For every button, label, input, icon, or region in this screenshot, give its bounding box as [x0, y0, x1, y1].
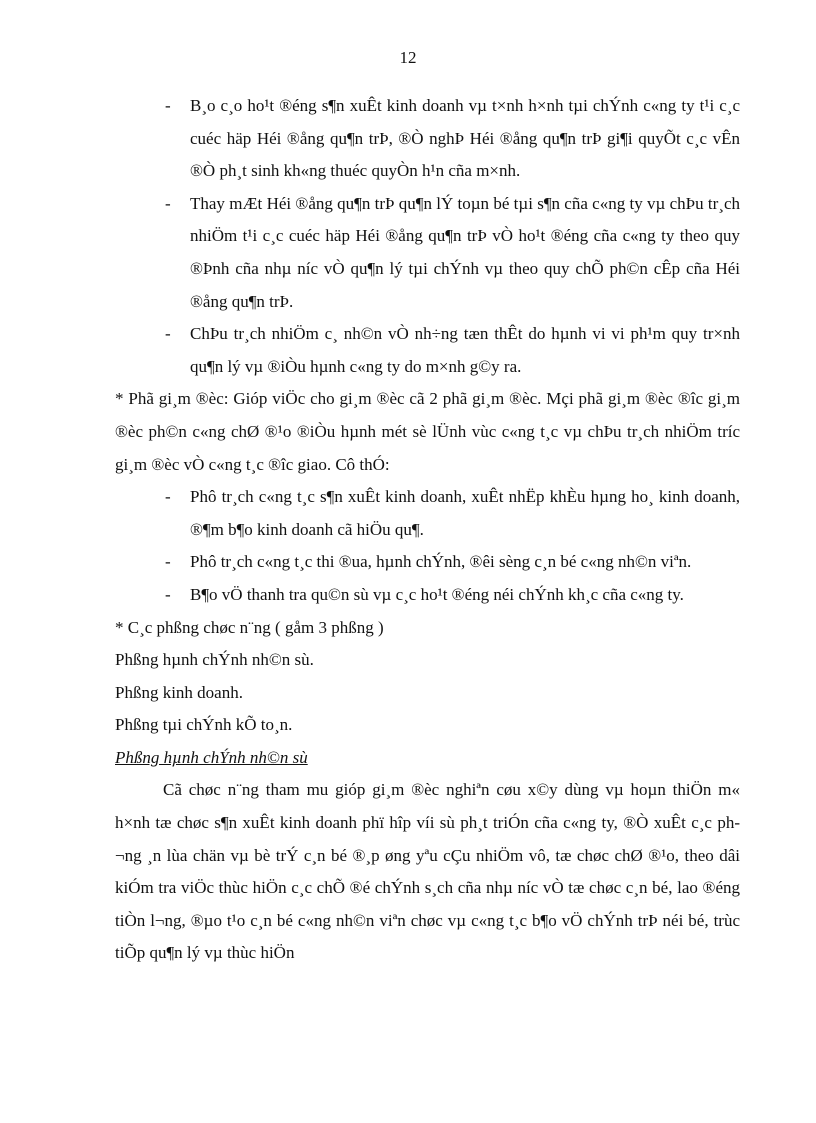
dash-bullet-icon: -: [165, 96, 171, 115]
director-duties-list: [115, 90, 740, 383]
department-line-sales: Phßng kinh doanh.: [115, 682, 243, 702]
list-item: [115, 318, 740, 383]
list-item: [115, 90, 740, 188]
list-item-text: B¶o vÖ thanh tra qu©n sù vµ c¸c ho¹t ®éng néi chÝnh kh¸c cña c«ng ty.: [190, 584, 684, 604]
list-item: [115, 546, 740, 579]
functional-departments-heading: * C¸c phßng chøc n¨ng ( gåm 3 phßng ): [115, 617, 384, 637]
list-item-text: ChÞu tr¸ch nhiÖm c¸ nh©n vÒ nh÷ng tæn thÊt do hµnh vi vi ph¹m quy tr×nh qu¶n lý vµ ®iÒu hµnh c«ng ty do m×nh g©y ra.: [190, 324, 740, 376]
list-item: [115, 579, 740, 612]
list-item-text: Thay mÆt Héi ®ång qu¶n trÞ qu¶n lÝ toµn bé tµi s¶n cña c«ng ty vµ chÞu tr¸ch nhiÖm t¹i c¸c cuéc häp Héi ®ång qu¶n trÞ vÒ ho¹t ®éng cña c«ng ty theo quy ®Þnh cña nhµ níc vÒ qu¶n lý tµi chÝnh vµ theo quy chÕ ph©n cÊp cña Héi ®ång qu¶n trÞ.: [190, 193, 740, 311]
deputy-director-paragraph: * Phã gi¸m ®èc: Gióp viÖc cho gi¸m ®èc cã 2 phã gi¸m ®èc. Mçi phã gi¸m ®èc ®îc gi¸m ®èc ph©n c«ng chØ ®¹o ®iÒu hµnh mét sè lÜnh vùc c«ng t¸c vµ chÞu tr¸ch nhiÖm tríc gi¸m ®èc vÒ c«ng t¸c ®îc giao. Cô thÓ:: [115, 389, 740, 474]
dash-bullet-icon: -: [165, 487, 171, 507]
page-number: 12: [399, 48, 417, 67]
document-body: [115, 90, 740, 970]
dash-bullet-icon: -: [165, 584, 171, 604]
department-line-accounting: Phßng tµi chÝnh kÕ to¸n.: [115, 715, 293, 735]
dash-bullet-icon: -: [165, 552, 171, 572]
deputy-duties-list: [115, 481, 740, 611]
list-item-text: B¸o c¸o ho¹t ®éng s¶n xuÊt kinh doanh vµ t×nh h×nh tµi chÝnh c«ng ty t¹i c¸c cuéc häp Héi ®ång qu¶n trÞ, ®Ò nghÞ Héi ®ång qu¶n trÞ gi¶i quyÕt c¸c vÊn ®Ò ph¸t sinh kh«ng thuéc quyÒn h¹n cña m×nh.: [190, 96, 740, 181]
list-item: [115, 188, 740, 318]
list-item-text: Phô tr¸ch c«ng t¸c s¶n xuÊt kinh doanh, xuÊt nhËp khÈu hµng ho¸ kinh doanh, ®¶m b¶o kinh doanh cã hiÖu qu¶.: [190, 487, 740, 539]
list-item: [115, 481, 740, 546]
hr-description-paragraph: Cã chøc n¨ng tham mu gióp gi¸m ®èc nghiªn cøu x©y dùng vµ hoµn thiÖn m« h×nh tæ chøc s¶n xuÊt kinh doanh phï hîp víi sù ph¸t triÓn cña c«ng ty, ®Ò xuÊt c¸c ph¬ng ¸n lùa chän vµ bè trÝ c¸n bé ®¸p øng yªu cÇu nhiÖm vô, tæ chøc chØ ®¹o, theo dâi kiÓm tra viÖc thùc hiÖn c¸c chÕ ®é chÝnh s¸ch cña nhµ níc vÒ tæ chøc c¸n bé, lao ®éng tiÒn l¬ng, ®µo t¹o c¸n bé c«ng nh©n viªn chøc vµ c«ng t¸c b¶o vÖ chÝnh trÞ néi bé, trùc tiÕp qu¶n lý vµ thùc hiÖn: [115, 780, 740, 963]
department-line-hr: Phßng hµnh chÝnh nh©n sù.: [115, 650, 314, 670]
list-item-text: Phô tr¸ch c«ng t¸c thi ®ua, hµnh chÝnh, ®êi sèng c¸n bé c«ng nh©n viªn.: [190, 552, 692, 572]
section-heading-hr: Phßng hµnh chÝnh nh©n sù: [115, 747, 308, 767]
dash-bullet-icon: -: [165, 193, 171, 213]
dash-bullet-icon: -: [165, 324, 171, 344]
